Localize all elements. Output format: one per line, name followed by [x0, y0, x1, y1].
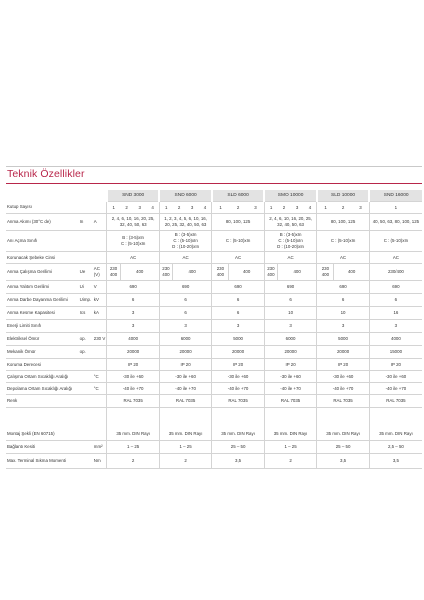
row-label: Koruma Derecesi: [6, 359, 107, 371]
row-label: Enerji Limiti Sınıfı: [6, 320, 107, 333]
row-label: Depolama Ortam Sıcaklığı Aralığı: [6, 383, 93, 395]
row-label: Çalışma Ortam Sıcaklığı Aralığı: [6, 371, 93, 383]
row-label: Anma Darbe Dayanma Gerilimi: [6, 294, 79, 307]
row-label: Max. Terminal Sıkma Momenti: [6, 454, 93, 469]
title-underline: [6, 183, 422, 184]
table-row: Enerji Limiti Sınıfı 3 3 3 3 3 3: [6, 320, 422, 333]
table-row: Renk RAL 7035 RAL 7035 RAL 7035 RAL 7035 RAL 7035 RAL 7035: [6, 395, 422, 408]
row-label: Anı Açma Sınıfı: [6, 231, 107, 252]
row-label: Montaj Şekli (EN 60715): [6, 428, 107, 441]
table-row: Anma Darbe Dayanma Gerilimi Uimp. kV 6 6 6 6 6 6: [6, 294, 422, 307]
header-smo10000: SMO 10000: [264, 190, 316, 202]
row-label: Bağlantı Kesiti: [6, 441, 93, 454]
row-label: Anma Akımı (30°C de): [6, 214, 79, 231]
table-row: Anma Yalıtım Gerilimi Ui V 690 690 690 690 690 690: [6, 281, 422, 294]
row-label: Korunacak Şebeke Cinsi: [6, 252, 107, 264]
spec-table: [6, 190, 422, 469]
row-label: Kutup Sayısı: [6, 202, 107, 214]
table-header-row: [6, 190, 422, 202]
row-label: Elektriksel Ömür: [6, 333, 79, 346]
table-row: Mekanik Ömür op. 20000 20000 20000 20000 20000 15000: [6, 346, 422, 359]
table-row: Bağlantı Kesiti mm² 1 – 25 1 – 25 25 – 50 1 – 25 25 – 50 2,5 – 50: [6, 441, 422, 454]
row-label: Anma Yalıtım Gerilimi: [6, 281, 79, 294]
table-row: Anı Açma Sınıfı B : (3-5)xIn C : (5-10)xIn B : (3-5)xIn C : (5-10)xIn D : (10-20)xIn C : (5-10)xIn B : (3-5)xIn C : (5-10)xIn D : (10-20)xIn C : (5-10)xIn C : (5-10)xIn: [6, 231, 422, 252]
row-label: Anma Çalışma Gerilimi: [6, 264, 79, 281]
table-row: Elektriksel Ömür op. 230 V 4000 6000 5000 6000 5000 4000: [6, 333, 422, 346]
header-snd16000: SND 16000: [369, 190, 422, 202]
row-label: Anma Kesme Kapasitesi: [6, 307, 79, 320]
table-row: Anma Akımı (30°C de) In A 2, 4, 6, 10, 16, 20, 25, 32, 40, 50, 63 1, 2, 3, 4, 5, 6, 10, 16, 20, 25, 32, 40, 50, 63 80, 100, 125 2, 4, 6, 10, 16, 20, 25, 32, 40, 50, 63 80, 100, 125 40, 50, 63, 80, 100, 125: [6, 214, 422, 231]
table-spacer-row: [6, 408, 422, 429]
table-row: Montaj Şekli (EN 60715) 35 mm. DIN Rayı 35 mm. DIN Rayı 35 mm. DIN Rayı 35 mm. DIN Rayı 35 mm. DIN Rayı 35 mm. DIN Rayı: [6, 428, 422, 441]
table-row: Depolama Ortam Sıcaklığı Aralığı °C -40 ile +70 -40 ile +70 -40 ile +70 -40 ile +70 -40 ile +70 -40 ile +70: [6, 383, 422, 395]
table-row: Anma Kesme Kapasitesi Ics kA 3 6 6 10 10 16: [6, 307, 422, 320]
header-snd6000: SND 6000: [159, 190, 211, 202]
table-row: Koruma Derecesi IP 20 IP 20 IP 20 IP 20 IP 20 IP 20: [6, 359, 422, 371]
table-row: Kutup Sayısı 1 2 3 4 1 2 3 4 1 2 3 1 2 3 4 1 2 3 1: [6, 202, 422, 214]
table-row: Korunacak Şebeke Cinsi AC AC AC AC AC AC: [6, 252, 422, 264]
header-snd3000: SND 3000: [107, 190, 159, 202]
section-title: Teknik Özellikler: [7, 168, 85, 180]
header-sld10000: SLD 10000: [317, 190, 370, 202]
top-divider: [6, 166, 422, 167]
table-row: Çalışma Ortam Sıcaklığı Aralığı °C -30 ile +60 -30 ile +60 -30 ile +60 -30 ile +60 -30 ile +60 -30 ile +60: [6, 371, 422, 383]
table-row: Anma Çalışma Gerilimi Ue AC (V) 230 400 400 230 400 400 230 400 400 230 400 400 230 400 400 230/400: [6, 264, 422, 281]
table-row: Max. Terminal Sıkma Momenti Nm 2 2 3,5 2 3,5 3,5: [6, 454, 422, 469]
row-label: Renk: [6, 395, 107, 408]
row-label: Mekanik Ömür: [6, 346, 79, 359]
header-sld6000: SLD 6000: [212, 190, 265, 202]
